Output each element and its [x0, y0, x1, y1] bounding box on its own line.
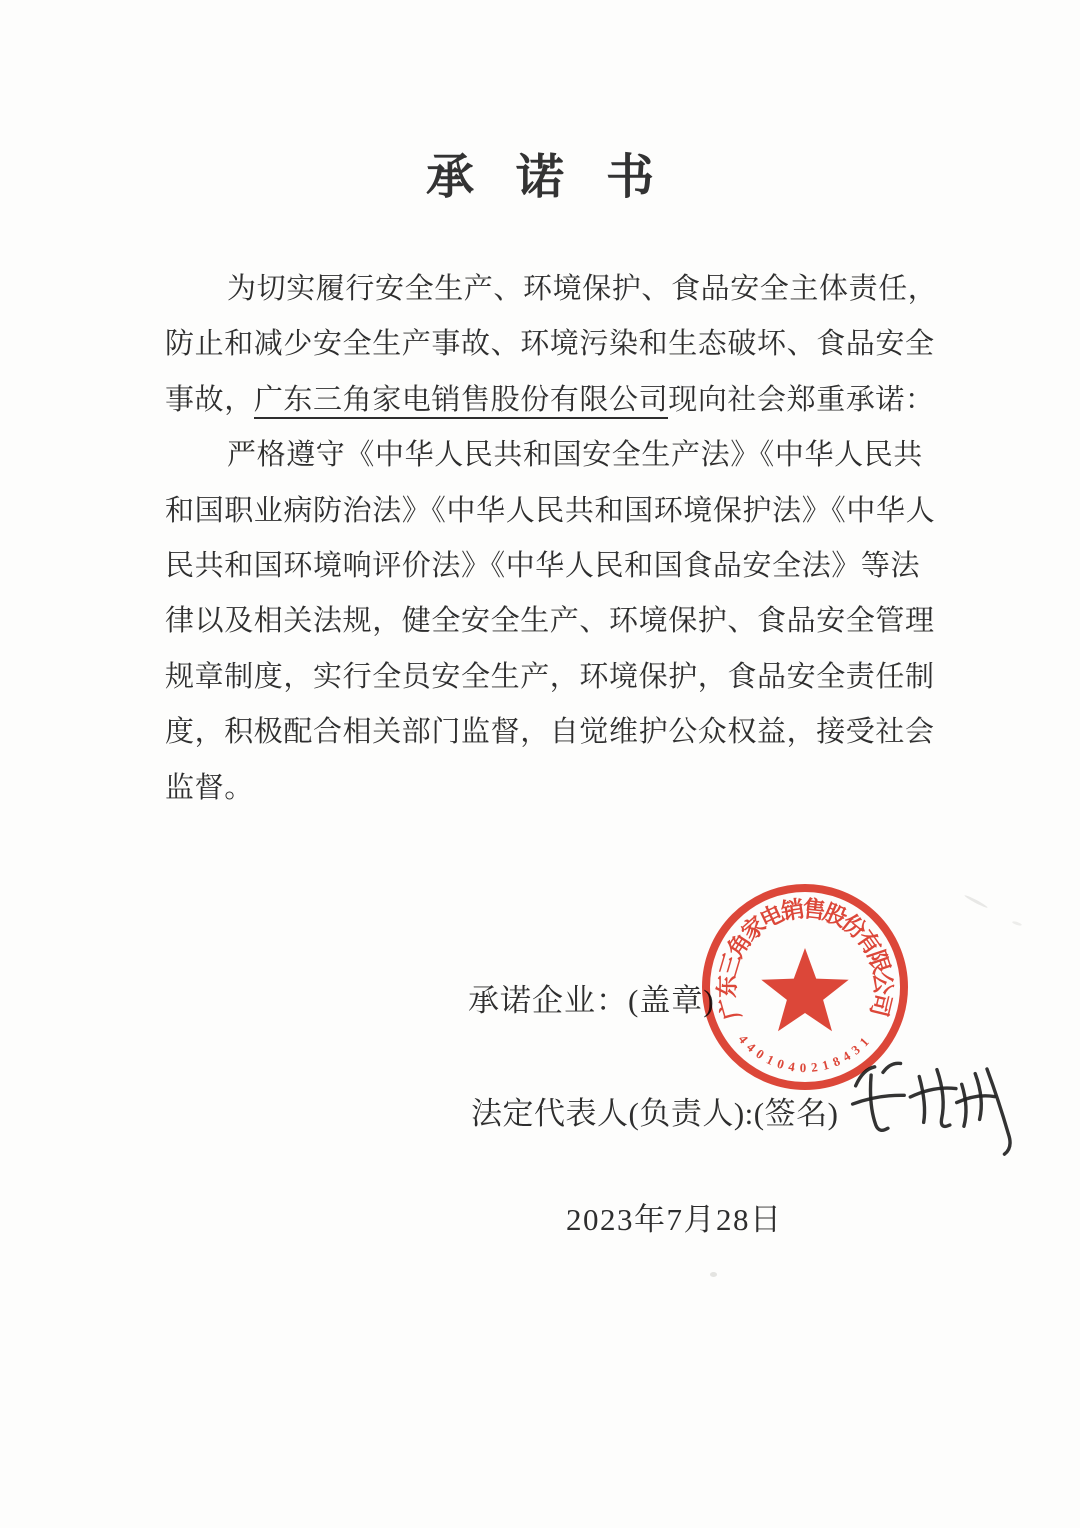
- document-title: 承诺书: [425, 151, 696, 204]
- body-text-segment: 民共和国环境响评价法》《中华人民和国食品安全法》等法: [165, 550, 921, 583]
- document-body: [165, 262, 938, 816]
- body-text-segment: 防止和减少安全生产事故、环境污染和生态破坏、食品安全: [165, 328, 935, 361]
- body-text-segment: 为切实履行安全生产、环境保护、食品安全主体责任，: [227, 273, 938, 305]
- body-line: [165, 761, 935, 816]
- body-line: [165, 428, 935, 483]
- body-text-segment: 律以及相关法规，健全安全生产、环境保护、食品安全管理: [165, 605, 935, 638]
- body-text-segment: 事故，: [165, 383, 254, 416]
- seal-company-name: 广东三角家电销售股份有限公司: [714, 896, 896, 1023]
- body-line: [165, 539, 935, 594]
- body-line: [165, 594, 935, 649]
- body-line: [165, 650, 935, 705]
- body-text-segment: 严格遵守《中华人民共和国安全生产法》《中华人民共: [227, 439, 923, 472]
- scan-speck: [710, 1272, 717, 1277]
- body-text-segment: 规章制度，实行全员安全生产，环境保护，食品安全责任制: [165, 660, 935, 693]
- body-text-segment: 和国职业病防治法》《中华人民共和国环境保护法》《中华人: [165, 494, 936, 527]
- body-text-segment: 现向社会郑重承诺：: [668, 383, 935, 416]
- body-line: [165, 317, 935, 372]
- commitment-company-line: 承诺企业：(盖章): [468, 983, 715, 1018]
- body-line: [165, 262, 938, 317]
- body-line: [165, 705, 935, 760]
- legal-representative-line: 法定代表人(负责人):(签名): [471, 1096, 839, 1131]
- company-name-underlined: 广东三角家电销售股份有限公司: [254, 384, 668, 419]
- seal-serial-number: 4401040218431: [735, 1031, 872, 1076]
- body-line: [165, 484, 935, 539]
- document-date: 2023年7月28日: [566, 1202, 783, 1237]
- scan-speck: [964, 894, 988, 909]
- scan-speck: [1012, 921, 1022, 927]
- body-text-segment: 监督。: [165, 771, 254, 804]
- star-icon: [761, 948, 848, 1031]
- body-line: [165, 373, 935, 428]
- handwritten-signature: [842, 1048, 1018, 1172]
- body-text-segment: 度，积极配合相关部门监督，自觉维护公众权益，接受社会: [165, 716, 935, 749]
